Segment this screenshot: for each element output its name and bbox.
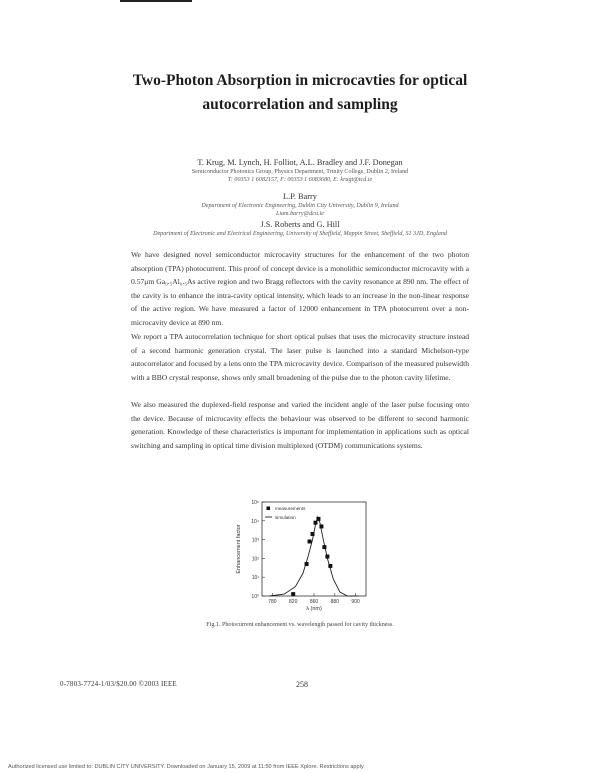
top-rule [120,0,192,2]
y-tick-label: 10³ [251,537,259,544]
x-tick-label: 900 [351,599,360,605]
x-tick-label: 880 [330,599,339,605]
y-axis-label: Enhancement factor [236,524,242,574]
license-notice: Authorized licensed use limited to: DUBLIN CITY UNIVERSITY. Downloaded on January 15, 2009 at 11:50 from IEEE Xplore. Restrictions apply. [8,764,365,770]
author-names: T. Krug, M. Lynch, H. Folliot, A.L. Bradley and J.F. Donegan [197,158,403,167]
measurement-point [313,521,317,525]
author-group-2 [60,192,540,218]
author-contact: Liam.barry@dcu.ie [276,211,324,218]
measurement-point [311,532,315,536]
measurement-point [325,555,329,559]
y-tick-label: 10¹ [251,575,259,582]
author-affiliation: Department of Electronic and Electrical Engineering, University of Sheffield, Mappin Street, Sheffield, S1 3JD, England [153,231,447,237]
measurement-point [319,524,323,528]
y-tick-label: 10⁰ [251,594,259,600]
x-axis-label: λ (nm) [306,606,322,612]
author-names: J.S. Roberts and G. Hill [260,220,340,229]
abstract-paragraph-1: We have designed novel semiconductor microcavity structures for the enhancement of the two photon absorption (TPA) photocurrent. This proof of concept device is a monolithic semiconductor microcavity with a 0.57μm Ga₀.₅Al₀.₅As active region and two Bragg reflectors with the cavity resonance at 890 nm. The effect of the cavity is to enhance the intra-cavity optical intensity, which leads to an increase in the non-linear response of the active region. We have measured a factor of 12000 enhancement in TPA photocurrent over a non-microcavity device at 890 nm. [131,250,469,327]
author-group-1 [60,158,540,184]
author-contact: T: 00353 1 6082157, F: 00353 1 6083680, E: krugt@tcd.ie [227,177,373,184]
legend-label-measurements: measurements [275,506,306,511]
measurement-point [322,545,326,549]
measurement-point [305,562,309,566]
x-tick-label: 820 [289,599,298,605]
author-affiliation: Department of Electronic Engineering, Dublin City University, Dublin 9, Ireland [201,203,399,209]
paper-title-line1: Two-Photon Absorption in microcavties for optical [132,72,468,89]
legend-label-simulation: simulation [275,515,296,520]
author-group-3 [60,220,540,238]
measurement-point [308,539,312,543]
enhancement-chart [232,494,372,617]
legend-marker-measurements [267,507,271,511]
y-tick-label: 10² [251,556,259,563]
simulation-line [269,517,358,596]
page-number: 258 [296,680,308,689]
author-affiliation: Semiconductor Photonics Group, Physics Department, Trinity College, Dublin 2, Ireland [191,169,409,175]
figure-caption: Fig.1. Photocurrent enhancement vs. wavelength passed for cavity thickness. [206,622,394,628]
paper-title-line2: autocorrelation and sampling [202,96,398,113]
figure-1 [232,494,372,617]
measurement-point [316,517,320,521]
measurement-point [328,564,332,568]
y-tick-label: 10⁴ [251,518,259,525]
abstract-paragraph-2: We report a TPA autocorrelation technique for short optical pulses that uses the microcavity structure instead of a second harmonic generation crystal. The laser pulse is launched into a standard Michelson-type autocorrelator and focused by a lens onto the TPA microcavity device. Comparison of the measured pulsewidth with a BBO crystal response, shows only small broadening of the pulse due to the photon cavity lifetime. [131,332,469,382]
abstract-paragraph-3: We also measured the duplexed-field response and varied the incident angle of the laser pulse focusing onto the device. Because of microcavity effects the behaviour was observed to be different to second harmonic generation. Knowledge of these characteristics is important for implementation in applications such as optical switching and sampling in optical time division multiplexed (OTDM) communications systems. [131,400,469,450]
author-names: L.P. Barry [283,192,317,201]
y-tick-label: 10⁵ [251,500,259,506]
x-tick-label: 780 [268,599,277,605]
footer-isbn: 0-7803-7724-1/03/$20.00 ©2003 IEEE [60,680,177,688]
measurement-point [291,592,295,596]
x-tick-label: 860 [309,599,319,605]
